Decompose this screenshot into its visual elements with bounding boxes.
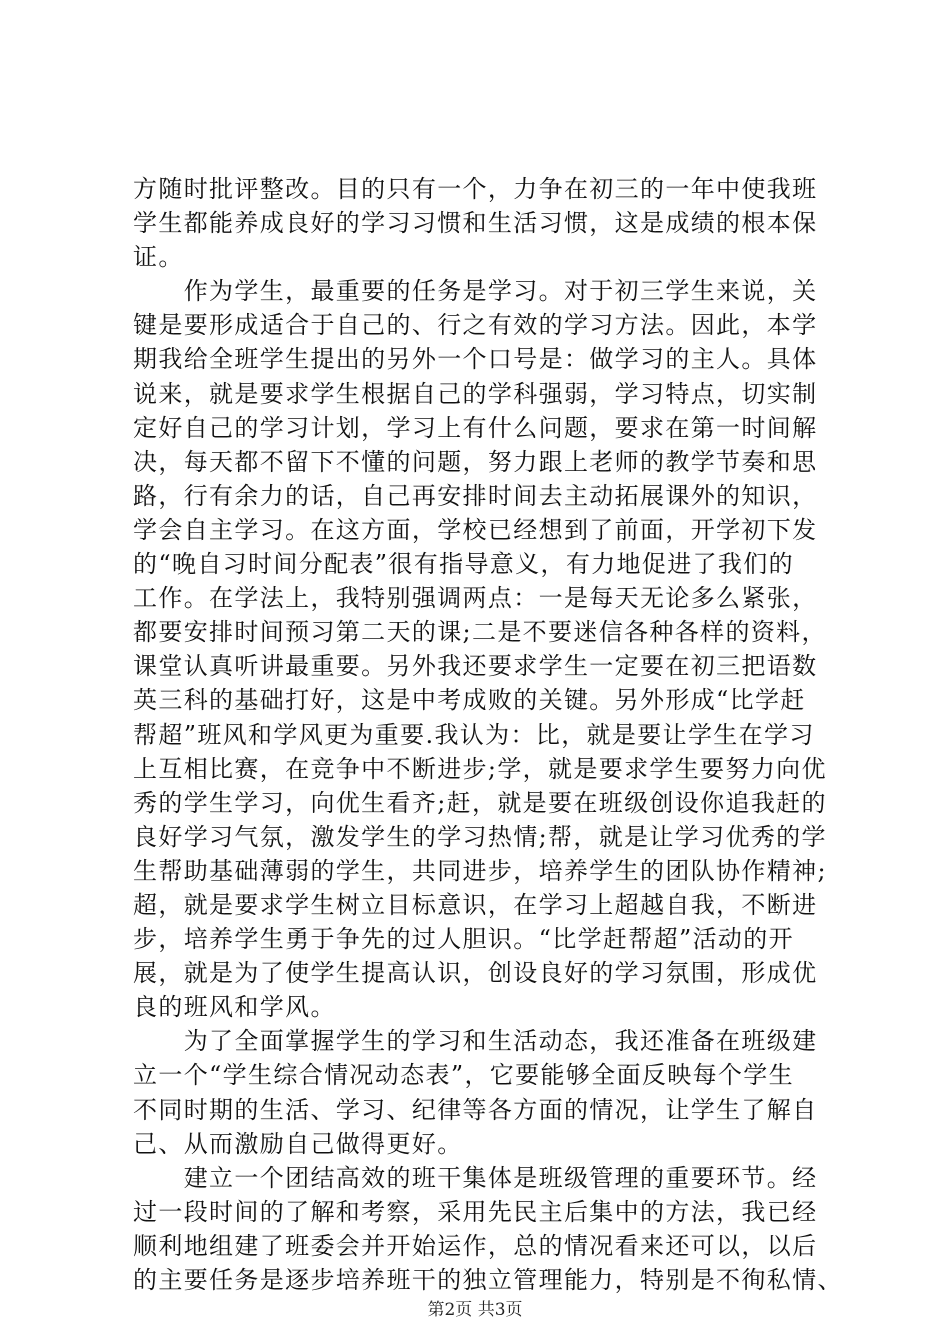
text-line: 作为学生，最重要的任务是学习。对于初三学生来说，关 <box>133 277 818 306</box>
text-line: 定好自己的学习计划，学习上有什么问题，要求在第一时间解 <box>133 413 818 442</box>
text-line: 己、从而激励自己做得更好。 <box>133 1129 463 1158</box>
text-line: 不同时期的生活、学习、纪律等各方面的情况，让学生了解自 <box>133 1095 818 1124</box>
text-line: 学生都能养成良好的学习习惯和生活习惯，这是成绩的根本保 <box>133 209 818 238</box>
text-line: 说来，就是要求学生根据自己的学科强弱，学习特点，切实制 <box>133 379 818 408</box>
text-line: 期我给全班学生提出的另外一个口号是：做学习的主人。具体 <box>133 345 818 374</box>
text-line: 方随时批评整改。目的只有一个，力争在初三的一年中使我班 <box>133 175 818 203</box>
text-line: 良的班风和学风。 <box>133 993 336 1022</box>
page-footer: 第2页 共3页 <box>427 1300 523 1320</box>
text-line: 学会自主学习。在这方面，学校已经想到了前面，开学初下发 <box>133 515 818 544</box>
text-line: 课堂认真听讲最重要。另外我还要求学生一定要在初三把语数 <box>133 652 818 681</box>
text-line: 步，培养学生勇于争先的过人胆识。“比学赶帮超”活动的开 <box>133 925 794 954</box>
text-line: 都要安排时间预习第二天的课;二是不要迷信各种各样的资料， <box>133 618 827 647</box>
text-line: 立一个“学生综合情况动态表”，它要能够全面反映每个学生 <box>133 1061 794 1090</box>
text-line: 工作。在学法上，我特别强调两点：一是每天无论多么紧张， <box>133 584 818 613</box>
text-line: 英三科的基础打好，这是中考成败的关键。另外形成“比学赶 <box>133 686 806 715</box>
text-line: 决，每天都不留下不懂的问题，努力跟上老师的教学节奏和思 <box>133 447 818 476</box>
text-line: 建立一个团结高效的班干集体是班级管理的重要环节。经 <box>133 1163 818 1192</box>
text-line: 良好学习气氛，激发学生的学习热情;帮，就是让学习优秀的学 <box>133 822 827 851</box>
text-line: 超，就是要求学生树立目标意识，在学习上超越自我，不断进 <box>133 890 818 919</box>
text-line: 为了全面掌握学生的学习和生活动态，我还准备在班级建 <box>133 1027 818 1056</box>
text-line: 上互相比赛，在竞争中不断进步;学，就是要求学生要努力向优 <box>133 754 827 783</box>
document-body <box>133 172 853 1297</box>
text-line: 键是要形成适合于自己的、行之有效的学习方法。因此，本学 <box>133 311 818 340</box>
text-line: 顺利地组建了班委会并开始运作，总的情况看来还可以，以后 <box>133 1231 818 1260</box>
text-line: 秀的学生学习，向优生看齐;赶，就是要在班级创设你追我赶的 <box>133 788 827 817</box>
text-line: 展，就是为了使学生提高认识，创设良好的学习氛围，形成优 <box>133 959 818 988</box>
text-line: 路，行有余力的话，自己再安排时间去主动拓展课外的知识， <box>133 481 818 510</box>
text-line: 生帮助基础薄弱的学生，共同进步，培养学生的团队协作精神; <box>133 856 827 885</box>
text-line: 的主要任务是逐步培养班干的独立管理能力，特别是不徇私情、 <box>133 1266 843 1294</box>
text-line: 的“晚自习时间分配表”很有指导意义，有力地促进了我们的 <box>133 550 794 579</box>
text-line: 帮超”班风和学风更为重要.我认为：比，就是要让学生在学习 <box>133 720 815 749</box>
text-line: 过一段时间的了解和考察，采用先民主后集中的方法，我已经 <box>133 1197 818 1226</box>
text-line: 证。 <box>133 243 184 272</box>
